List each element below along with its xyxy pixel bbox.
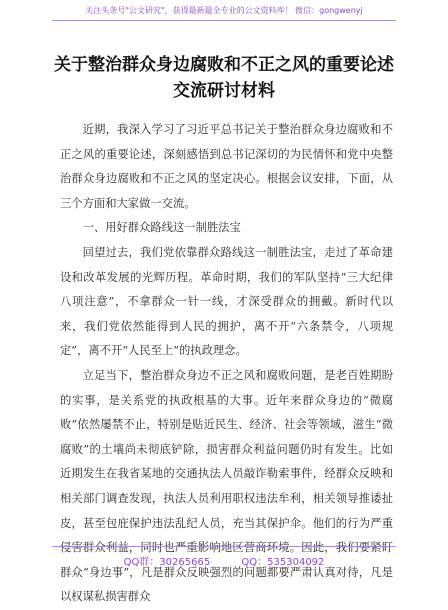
header-divider — [52, 20, 396, 21]
paragraph-present: 立足当下，整治群众身边不正之风和腐败问题，是老百姓期盼的实事，是关系党的执政根基的大事。近年来群众身边的“微腐败”依然屡禁不止，特别是贴近民生、经济、社会等领域，滋生“微腐败”的土壤尚未彻底铲除，损害群众利益问题仍时有发生。比如近期发生在我省某地的交通执法人员敲诈勒索事件，经群众反映和相关部门调查发现，执法人员利用职权违法牟利，相关领导推诿扯皮，甚至包庇保护违法乱纪人员，充当其保护伞。他们的行为严重侵害群众利益，同时也严重影响地区营商环境。因此，我们要紧盯群众“身边事”，凡是群众反映强烈的问题都要严肃认真对待，凡是以权谋私损害群众 — [60, 368, 393, 604]
footer-divider — [52, 546, 396, 547]
header-banner: 关注头条号"公文研究"，获得最新最全专业的公文资料库！ 微信：gongwenyj — [85, 6, 363, 15]
paragraph-intro: 近期，我深入学习了习近平总书记关于整治群众身边腐败和不正之风的重要论述，深刻感悟到总书记深切的为民情怀和党中央整治群众身边腐败和不正之风的坚定决心。根据会议安排，下面，从三个方面和大家做一交流。 — [60, 123, 393, 210]
footer-qq: QQ：535304092 — [241, 557, 325, 568]
section-heading-1: 一、用好群众路线这一制胜法宝 — [82, 221, 241, 235]
title-line-1: 关于整治群众身边腐败和不正之风的重要论述 — [54, 55, 394, 75]
document-title — [0, 52, 448, 104]
footer — [0, 553, 448, 568]
footer-qq-group: QQ群：30265665 — [123, 557, 211, 568]
document-body — [60, 118, 393, 610]
paragraph-history: 回望过去，我们党依靠群众路线这一制胜法宝，走过了革命建设和改革发展的光辉历程。革命时期，我们的军队坚持“三大纪律八项注意”，不拿群众一针一线，才深受群众的拥戴。新时代以来，我们党依然能得到人民的拥护，离不开“六条禁令，八项规定”，离不开“人民至上”的执政理念。 — [60, 245, 393, 358]
title-line-2: 交流研讨材料 — [173, 81, 275, 101]
